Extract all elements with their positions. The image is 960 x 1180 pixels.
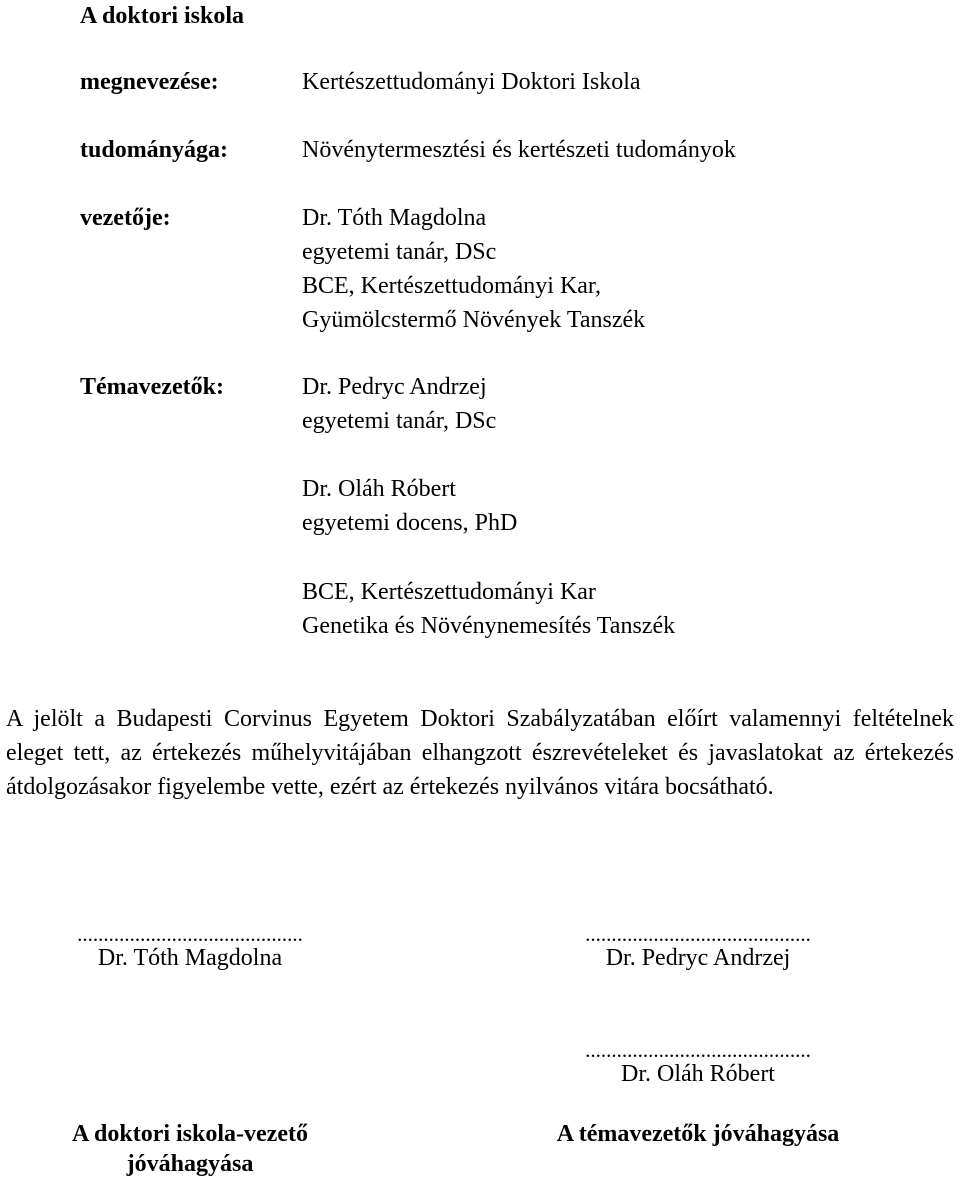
approval-head-line1: A doktori iskola-vezető [72,1121,308,1147]
signature-name-head: Dr. Tóth Magdolna [97,945,283,971]
supervisors-label: Témavezetők: [80,374,224,400]
head-department: Gyümölcstermő Növények Tanszék [302,307,646,333]
signature-line-supervisor1: ........................................... [585,922,811,946]
supervisor2-name: Dr. Oláh Róbert [302,476,456,502]
signature-name-supervisor2: Dr. Oláh Róbert [621,1061,775,1087]
supervisors-faculty: BCE, Kertészettudományi Kar [302,579,596,605]
head-label: vezetője: [80,205,171,231]
head-faculty: BCE, Kertészettudományi Kar, [302,273,601,299]
head-name: Dr. Tóth Magdolna [302,205,487,231]
supervisor1-title: egyetemi tanár, DSc [302,408,497,434]
school-name: Kertészettudományi Doktori Iskola [302,69,641,95]
supervisors-department: Genetika és Növénynemesítés Tanszék [302,613,676,639]
supervisor2-title: egyetemi docens, PhD [302,510,518,536]
head-title: egyetemi tanár, DSc [302,239,497,265]
discipline-value: Növénytermesztési és kertészeti tudományok [302,137,736,163]
supervisor1-name: Dr. Pedryc Andrzej [302,374,487,400]
approval-supervisors: A témavezetők jóváhagyása [556,1121,840,1147]
discipline-label: tudományága: [80,137,229,163]
doctoral-school-heading: A doktori iskola [80,3,245,29]
signature-line-head: ........................................... [77,922,303,946]
name-label: megnevezése: [80,69,219,95]
signature-name-supervisor1: Dr. Pedryc Andrzej [605,945,791,971]
approval-head-line2: jóváhagyása [126,1151,254,1177]
approval-statement: A jelölt a Budapesti Corvinus Egyetem Doktori Szabályzatában előírt valamennyi feltételnek eleget tett, az értekezés műhelyvitájában elhangzott észrevételeket és javaslatokat az értekezés átdolgozásakor figyelembe vette, ezért az értekezés nyilvános vitára bocsátható. [6,706,954,800]
signature-line-supervisor2: ........................................... [585,1038,811,1062]
